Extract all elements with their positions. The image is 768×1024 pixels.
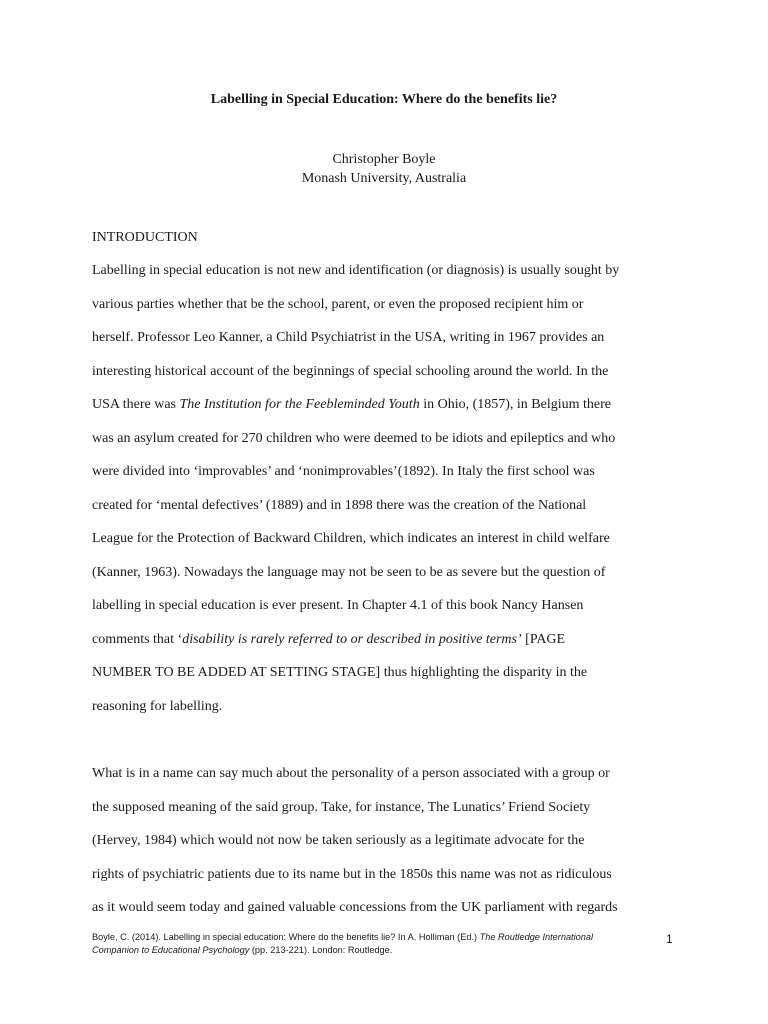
text-segment: (pp. 213-221). London: Routledge. [249,945,393,955]
text-line: interesting historical account of the beginnings of special schooling around the world. In the [92,363,609,379]
text-line: League for the Protection of Backward Children, which indicates an interest in child welfare [92,531,610,546]
text-line: rights of psychiatric patients due to its name but in the 1850s this name was not as ridiculous [92,866,612,882]
text-line [92,388,680,422]
text-line: various parties whether that be the school, parent, or even the proposed recipient him or [92,296,584,312]
author-block [0,150,768,188]
text-line: created for ‘mental defectives’ (1889) and in 1898 there was the creation of the National [92,497,587,513]
text-segment: [PAGE [521,631,566,647]
text-line: labelling in special education is ever present. In Chapter 4.1 of this book Nancy Hansen [92,598,584,613]
section-heading: INTRODUCTION [92,230,198,245]
footer-line [92,944,672,957]
paragraph-introduction [92,254,680,723]
italic-quote: disability is rarely referred to or described in positive terms’ [182,631,522,647]
text-line: (Hervey, 1984) which would not now be taken seriously as a legitimate advocate for the [92,833,585,848]
text-line: Labelling in special education is not new and identification (or diagnosis) is usually sought by [92,263,620,278]
footer-line [92,931,672,944]
text-line: was an asylum created for 270 children who were deemed to be idiots and epileptics and who [92,430,616,446]
text-line: as it would seem today and gained valuable concessions from the UK parliament with regards [92,900,618,915]
text-segment: comments that ‘ [92,631,183,647]
text-line: What is in a name can say much about the personality of a person associated with a group or [92,766,610,781]
page-number: 1 [666,932,673,946]
text-line: (Kanner, 1963). Nowadays the language may not be seen to be as severe but the question of [92,564,606,580]
paragraph-second [92,757,680,925]
author-affiliation: Monash University, Australia [301,171,467,186]
italic-book-title: The Routledge International [479,932,594,942]
text-line: herself. Professor Leo Kanner, a Child Psychiatrist in the USA, writing in 1967 provides an [92,330,605,345]
italic-book-title: Companion to Educational Psychology [92,945,250,955]
text-segment: Boyle, C. (2014). Labelling in special education: Where do the benefits lie? In A. Holliman (Ed.) [92,932,480,942]
author-name: Christopher Boyle [332,152,436,167]
text-segment: in Ohio, (1857), in Belgium there [419,397,611,412]
text-segment: USA there was [92,397,180,412]
italic-institution-name: The Institution for the Feebleminded Youth [179,397,420,412]
text-line: NUMBER TO BE ADDED AT SETTING STAGE] thus highlighting the disparity in the [92,665,588,680]
text-line [92,623,680,657]
text-line: reasoning for labelling. [92,698,223,714]
text-line: the supposed meaning of the said group. Take, for instance, The Lunatics’ Friend Society [92,799,591,815]
text-line: were divided into ‘improvables’ and ‘nonimprovables’(1892). In Italy the first school was [92,464,595,479]
document-title: Labelling in Special Education: Where do the benefits lie? [210,92,558,107]
citation-footer [92,931,672,957]
